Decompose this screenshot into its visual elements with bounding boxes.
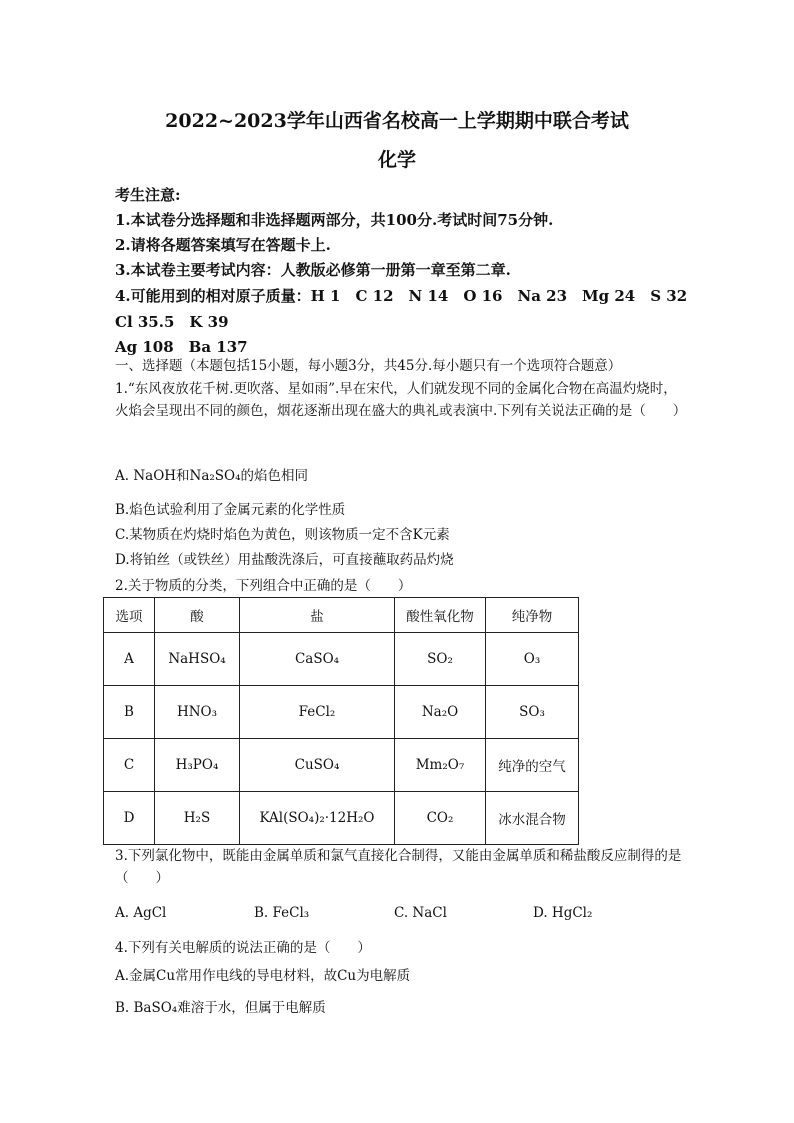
notice-item: 1.本试卷分选择题和非选择题两部分，共100分.考试时间75分钟. xyxy=(115,211,554,229)
table-row xyxy=(104,686,579,739)
notice-item: Ag 108 Ba 137 xyxy=(115,338,248,356)
table-cell: 纯净的空气 xyxy=(486,739,579,792)
question-1-stem: 1.“东风夜放花千树.更吹落、星如雨”.早在宋代，人们就发现不同的金属化合物在高温灼烧时，火焰会呈现出不同的颜色，烟花逐渐出现在盛大的典礼或表演中.下列有关说法正确的是（ ） xyxy=(115,381,687,419)
question-3-option-a: A. AgCl xyxy=(115,905,167,921)
table-cell: D xyxy=(104,792,155,845)
table-cell: CO₂ xyxy=(395,792,486,845)
table-cell: SO₂ xyxy=(395,633,486,686)
table-header-cell: 盐 xyxy=(240,598,395,633)
notice-item: 4.可能用到的相对原子质量：H 1 C 12 N 14 O 16 Na 23 Mg 24 S 32 Cl 35.5 K 39 xyxy=(115,287,703,331)
question-4-option-a: A.金属Cu常用作电线的导电材料，故Cu为电解质 xyxy=(115,968,411,984)
question-3-option-d: D. HgCl₂ xyxy=(533,905,593,921)
notice-item: 3.本试卷主要考试内容：人教版必修第一册第一章至第二章. xyxy=(115,261,511,279)
table-cell: SO₃ xyxy=(486,686,579,739)
question-1-option-d: D.将铂丝（或铁丝）用盐酸洗涤后，可直接蘸取药品灼烧 xyxy=(115,552,454,568)
table-cell: B xyxy=(104,686,155,739)
question-1-option-b: B.焰色试验利用了金属元素的化学性质 xyxy=(115,502,346,518)
table-cell: H₂S xyxy=(155,792,240,845)
table-cell: NaHSO₄ xyxy=(155,633,240,686)
question-3-stem: 3.下列氯化物中，既能由金属单质和氯气直接化合制得，又能由金属单质和稀盐酸反应制得的是（ ） xyxy=(115,848,682,886)
table-cell: Na₂O xyxy=(395,686,486,739)
table-cell: C xyxy=(104,739,155,792)
table-header-cell: 纯净物 xyxy=(486,598,579,633)
notice-block xyxy=(115,183,703,360)
section-heading: 一、选择题（本题包括15小题，每小题3分，共45分.每小题只有一个选项符合题意） xyxy=(115,358,622,374)
question-1-option-a: A. NaOH和Na₂SO₄的焰色相同 xyxy=(115,468,309,484)
table-cell: CuSO₄ xyxy=(240,739,395,792)
table-row xyxy=(104,633,579,686)
table-cell: Mm₂O₇ xyxy=(395,739,486,792)
table-row xyxy=(104,739,579,792)
exam-title: 2022~2023学年山西省名校高一上学期期中联合考试 xyxy=(165,110,629,132)
table-cell: CaSO₄ xyxy=(240,633,395,686)
table-row xyxy=(104,792,579,845)
table-cell: KAl(SO₄)₂·12H₂O xyxy=(240,792,395,845)
table-cell: A xyxy=(104,633,155,686)
notice-item: 2.请将各题答案填写在答题卡上. xyxy=(115,236,331,254)
table-header-cell: 酸 xyxy=(155,598,240,633)
table-cell: FeCl₂ xyxy=(240,686,395,739)
table-cell: H₃PO₄ xyxy=(155,739,240,792)
notice-heading: 考生注意: xyxy=(115,186,181,204)
question-2-stem: 2.关于物质的分类，下列组合中正确的是（ ） xyxy=(115,578,412,594)
question-3-option-b: B. FeCl₃ xyxy=(254,905,310,921)
question-1-option-c: C.某物质在灼烧时焰色为黄色，则该物质一定不含K元素 xyxy=(115,527,450,543)
table-cell: HNO₃ xyxy=(155,686,240,739)
table-header-row xyxy=(104,598,579,633)
table-cell: O₃ xyxy=(486,633,579,686)
question-3-option-c: C. NaCl xyxy=(394,905,447,921)
table-cell: 冰水混合物 xyxy=(486,792,579,845)
exam-subject: 化学 xyxy=(377,149,416,171)
table-header-cell: 选项 xyxy=(104,598,155,633)
table-header-cell: 酸性氧化物 xyxy=(395,598,486,633)
question-4-option-b: B. BaSO₄难溶于水，但属于电解质 xyxy=(115,1000,326,1016)
question-4-stem: 4.下列有关电解质的说法正确的是（ ） xyxy=(115,940,371,956)
classification-table xyxy=(103,597,579,845)
